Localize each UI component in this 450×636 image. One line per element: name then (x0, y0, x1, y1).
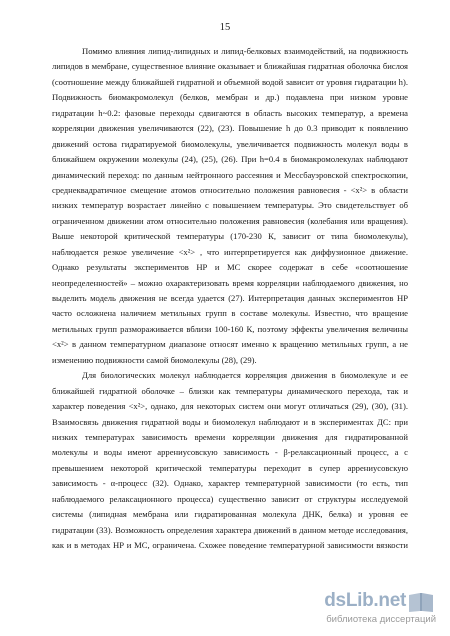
text-line: превышением некоторой критической температуры переходит в супер аррениусовскую (52, 462, 408, 473)
text-line: метильных групп размораживается вблизи 100-160 К, поэтому эффекты увеличения величины (52, 323, 408, 334)
watermark-logo: dsLib.net (324, 590, 406, 611)
text-line: характер поведения <x²>, однако, для некоторых систем они могут отличаться (29), (30), (31). (52, 401, 408, 412)
text-line: движений остова гидратируемой биомолекулы, увеличивается подвижность молекул воды в (52, 138, 408, 149)
text-line: низких температурах зависимость времени корреляции движения для гидратированной (52, 431, 408, 442)
text-line: системы (липидная мембрана или гидратированная молекула ДНК, белка) и уровня ее (52, 509, 408, 520)
text-line: Подвижность биомакромолекул (белков, мембран и др.) подавлена при низком уровне (52, 92, 408, 103)
text-line: изменению подвижности самой биомолекулы (28), (29). (52, 354, 257, 365)
text-line: ближайшей гидратной оболочке – близки как температуры динамического перехода, так и (52, 385, 408, 396)
text-line: зависимость - α-процесс (32). Однако, характер температурной зависимости (то есть, тип (52, 478, 408, 489)
page-number: 15 (219, 22, 231, 33)
watermark (324, 590, 436, 626)
text-line: липидов в мембране, существенное влияние оказывает и ближайшая гидратная оболочка бислоя (52, 61, 408, 72)
text-line: низких температур возрастает линейно с повышением температуры. Это свидетельствует об (52, 200, 408, 211)
text-line: ограниченном движении атом относительно положения равновесия (колебания или вращения). (52, 215, 408, 226)
text-line: Взаимосвязь движения гидратной воды и биомолекул наблюдают и в экспериментах ДС: при (52, 416, 408, 427)
text-line: выделить модель движения не всегда удается (27). Интерпретация данных экспериментов НР (52, 293, 408, 303)
text-line: динамический переход: по данным нейтронного рассеяния и Мессбауэровской спектроскопии, (52, 169, 408, 180)
text-line: среднеквадратичное смещение атомов относительно положения равновесия - <x²> в области (52, 184, 408, 195)
text-line: <x²> в данном температурном диапазоне относят именно к вращению метильных групп, а не (52, 339, 408, 350)
text-line: Для биологических молекул наблюдается корреляция движения в биомолекуле и ее (82, 370, 408, 381)
body-text (52, 44, 408, 553)
text-line: молекулы и воды имеют аррениусовскую зависимость - β-релаксационный процесс, а с (52, 447, 408, 458)
text-line: как и в методах НР и МС, ограничена. Схожее поведение температурной зависимости вязкости (52, 540, 408, 550)
watermark-subtitle: библиотека диссертаций (326, 614, 436, 625)
text-line: неопределенностей» – можно охарактеризовать время корреляции наблюдаемого движения, но (52, 277, 408, 288)
text-line: наблюдается резкое увеличение <x²> , что интерпретируется как диффузионное движение. (52, 246, 408, 257)
text-line: часто осложнена наличием метильных групп в составе молекулы. Известно, что вращение (52, 308, 408, 319)
text-line: гидратации (33). Возможность определения характера движений в данном методе исследования, (52, 524, 408, 535)
text-line: Однако результаты экспериментов НР и МС скорее содержат в себе «соотношение (52, 262, 408, 273)
text-line: корреляции движения увеличиваются (22), (23). Повышение h до 0.3 приводит к появлению (52, 123, 408, 134)
text-line: Выше некоторой критической температуры (170-230 К, зависит от типа биомолекулы), (52, 231, 408, 242)
book-icon (406, 590, 436, 614)
text-line: гидратации h~0.2: фазовые переходы сдвигаются в область высоких температур, а времена (52, 107, 408, 118)
text-line: (соотношение между ближайшей гидратной и объемной водой зависит от уровня гидратации h). (52, 76, 408, 87)
text-line: ближайшем окружении молекулы (24), (25), (26). При h=0.4 в биомакромолекулах наблюдают (52, 154, 408, 165)
text-line: наблюдаемого релаксационного процесса) существенно зависит от структуры исследуемой (52, 493, 408, 504)
text-line: Помимо влияния липид-липидных и липид-белковых взаимодействий, на подвижность (82, 46, 408, 56)
